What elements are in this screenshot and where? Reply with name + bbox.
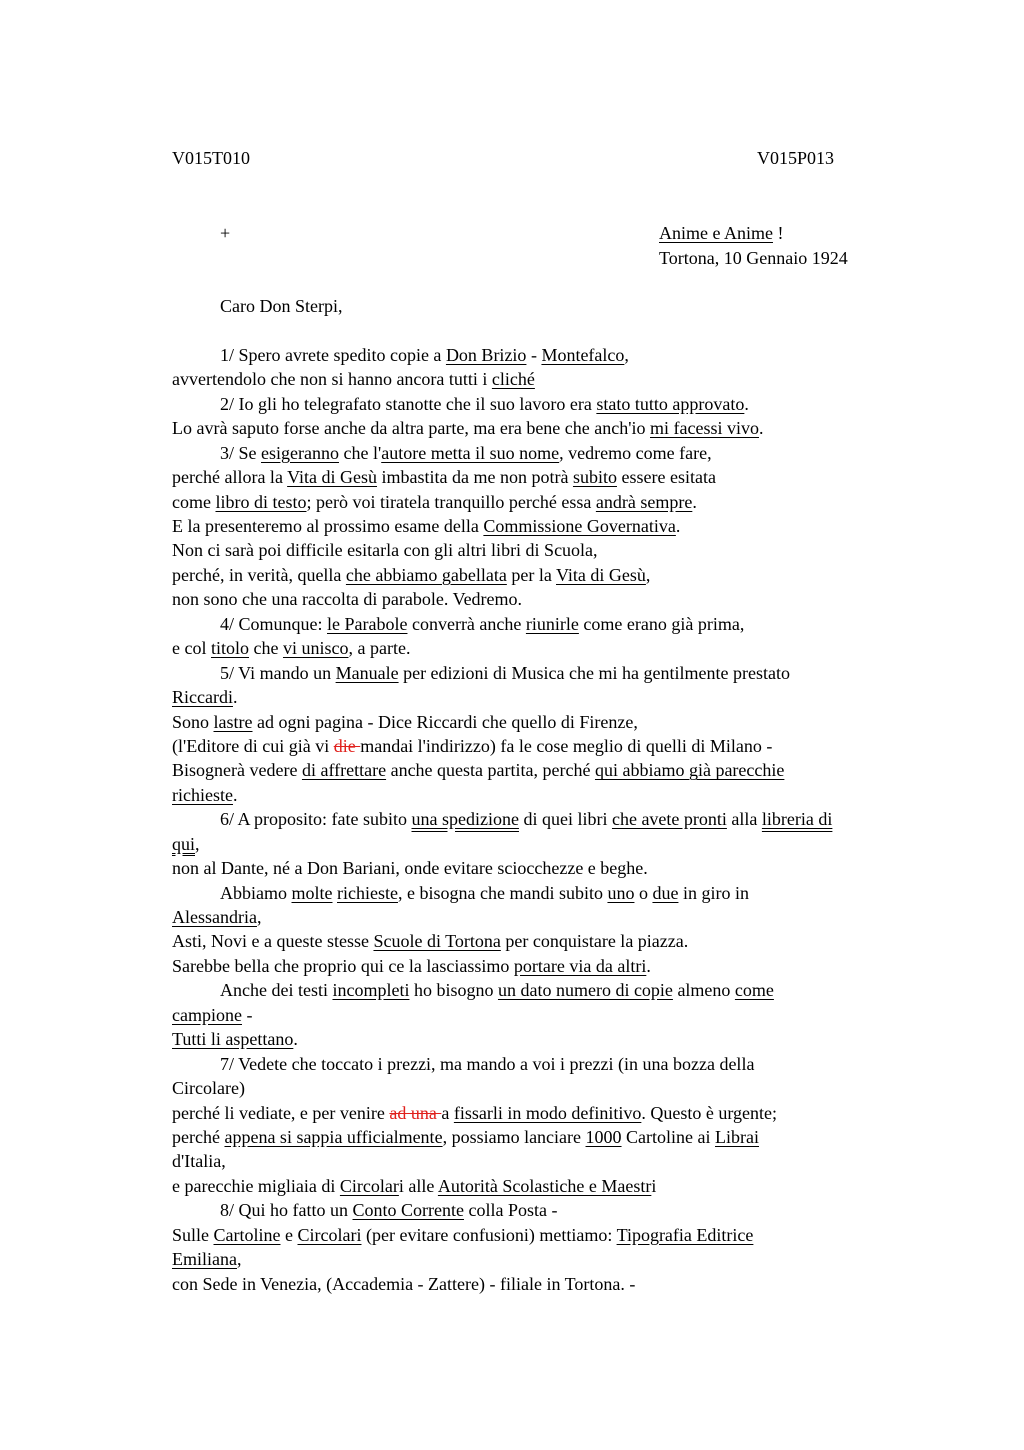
motto-title-suffix: ! [772, 223, 784, 243]
text-line: Bisognerà vedere di affrettare anche questa partita, perché qui abbiamo già parecchie [172, 760, 785, 781]
blank-line [172, 318, 942, 343]
text-line: 4/ Comunque: le Parabole converrà anche riunirle come erano già prima, [220, 613, 745, 634]
text-line: 6/ A proposito: fate subito una spedizione di quei libri che avete pronti alla libreria di [220, 809, 833, 830]
text-line: avvertendolo che non si hanno ancora tutti i cliché [172, 369, 535, 390]
document-code-right: V015P013 [757, 148, 835, 168]
text-line: 3/ Se esigeranno che l'autore metta il suo nome, vedremo come fare, [220, 442, 712, 463]
text-line: perché, in verità, quella che abbiamo gabellata per la Vita di Gesù, [172, 564, 651, 585]
text-line: Alessandria, [172, 907, 262, 927]
text-line: Lo avrà saputo forse anche da altra parte, ma era bene che anch'io mi facessi vivo. [172, 418, 764, 439]
greeting: Caro Don Sterpi, [220, 296, 343, 316]
motto-title-line [659, 221, 848, 246]
text-line: Sono lastre ad ogni pagina - Dice Riccardi che quello di Firenze, [172, 711, 638, 732]
deleted-text: ad una [389, 1102, 442, 1123]
text-line: Circolare) [172, 1078, 245, 1099]
text-line: e parecchie migliaia di Circolari alle Autorità Scolastiche e Maestri [172, 1175, 657, 1196]
text-line: non al Dante, né a Don Bariani, onde evitare sciocchezze e beghe. [172, 858, 648, 879]
cross-mark: + [220, 223, 231, 243]
text-line: Anche dei testi incompleti ho bisogno un dato numero di copie almeno come [220, 980, 774, 1001]
text-line: E la presenteremo al prossimo esame della Commissione Governativa. [172, 516, 681, 536]
text-line: qui, [172, 833, 200, 854]
motto-title: Anime e Anime [659, 223, 773, 243]
text-line: Non ci sarà poi difficile esitarla con gli altri libri di Scuola, [172, 540, 598, 561]
text-line: con Sede in Venezia, (Accademia - Zattere) - filiale in Tortona. - [172, 1273, 636, 1294]
text-line: 2/ Io gli ho telegrafato stanotte che il suo lavoro era stato tutto approvato. [220, 393, 749, 414]
text-line: e col titolo che vi unisco, a parte. [172, 638, 411, 659]
text-line: Sulle Cartoline e Circolari (per evitare confusioni) mettiamo: Tipografia Editrice [172, 1224, 754, 1245]
text-line: Abbiamo molte richieste, e bisogna che mandi subito uno o due in giro in [220, 882, 749, 903]
text-line: Asti, Novi e a queste stesse Scuole di Tortona per conquistare la piazza. [172, 931, 689, 952]
text-line: 7/ Vedete che toccato i prezzi, ma mando a voi i prezzi (in una bozza della [220, 1053, 755, 1074]
text-line: richieste. [172, 784, 238, 805]
deleted-text: die [333, 735, 361, 756]
text-line: Riccardi. [172, 687, 238, 708]
place-date: Tortona, 10 Gennaio 1924 [659, 247, 848, 268]
text-line: campione - [172, 1004, 253, 1025]
text-line: come libro di testo; però voi tiratela tranquillo perché essa andrà sempre. [172, 491, 697, 512]
document-code-left: V015T010 [172, 148, 250, 168]
text-line: 5/ Vi mando un Manuale per edizioni di Musica che mi ha gentilmente prestato [220, 662, 790, 683]
text-line: Sarebbe bella che proprio qui ce la lasciassimo portare via da altri. [172, 955, 651, 976]
text-line: perché appena si sappia ufficialmente, possiamo lanciare 1000 Cartoline ai Librai [172, 1126, 759, 1147]
text-line: 8/ Qui ho fatto un Conto Corrente colla Posta - [220, 1200, 558, 1221]
letter-body [172, 294, 942, 1296]
motto-block [659, 221, 848, 270]
text-line: perché allora la Vita di Gesù imbastita da me non potrà subito essere esitata [172, 467, 716, 488]
text-line: Emiliana, [172, 1249, 242, 1270]
text-line: Tutti li aspettano. [172, 1029, 298, 1050]
text-line: d'Italia, [172, 1151, 226, 1172]
text-line: (l'Editore di cui già vi die mandai l'indirizzo) fa le cose meglio di quelli di Milano - [172, 735, 773, 756]
text-line: perché li vediate, e per venire ad una a fissarli in modo definitivo. Questo è urgente; [172, 1102, 777, 1123]
text-line: 1/ Spero avrete spedito copie a Don Brizio - Montefalco, [220, 344, 629, 365]
text-line: non sono che una raccolta di parabole. Vedremo. [172, 589, 523, 610]
